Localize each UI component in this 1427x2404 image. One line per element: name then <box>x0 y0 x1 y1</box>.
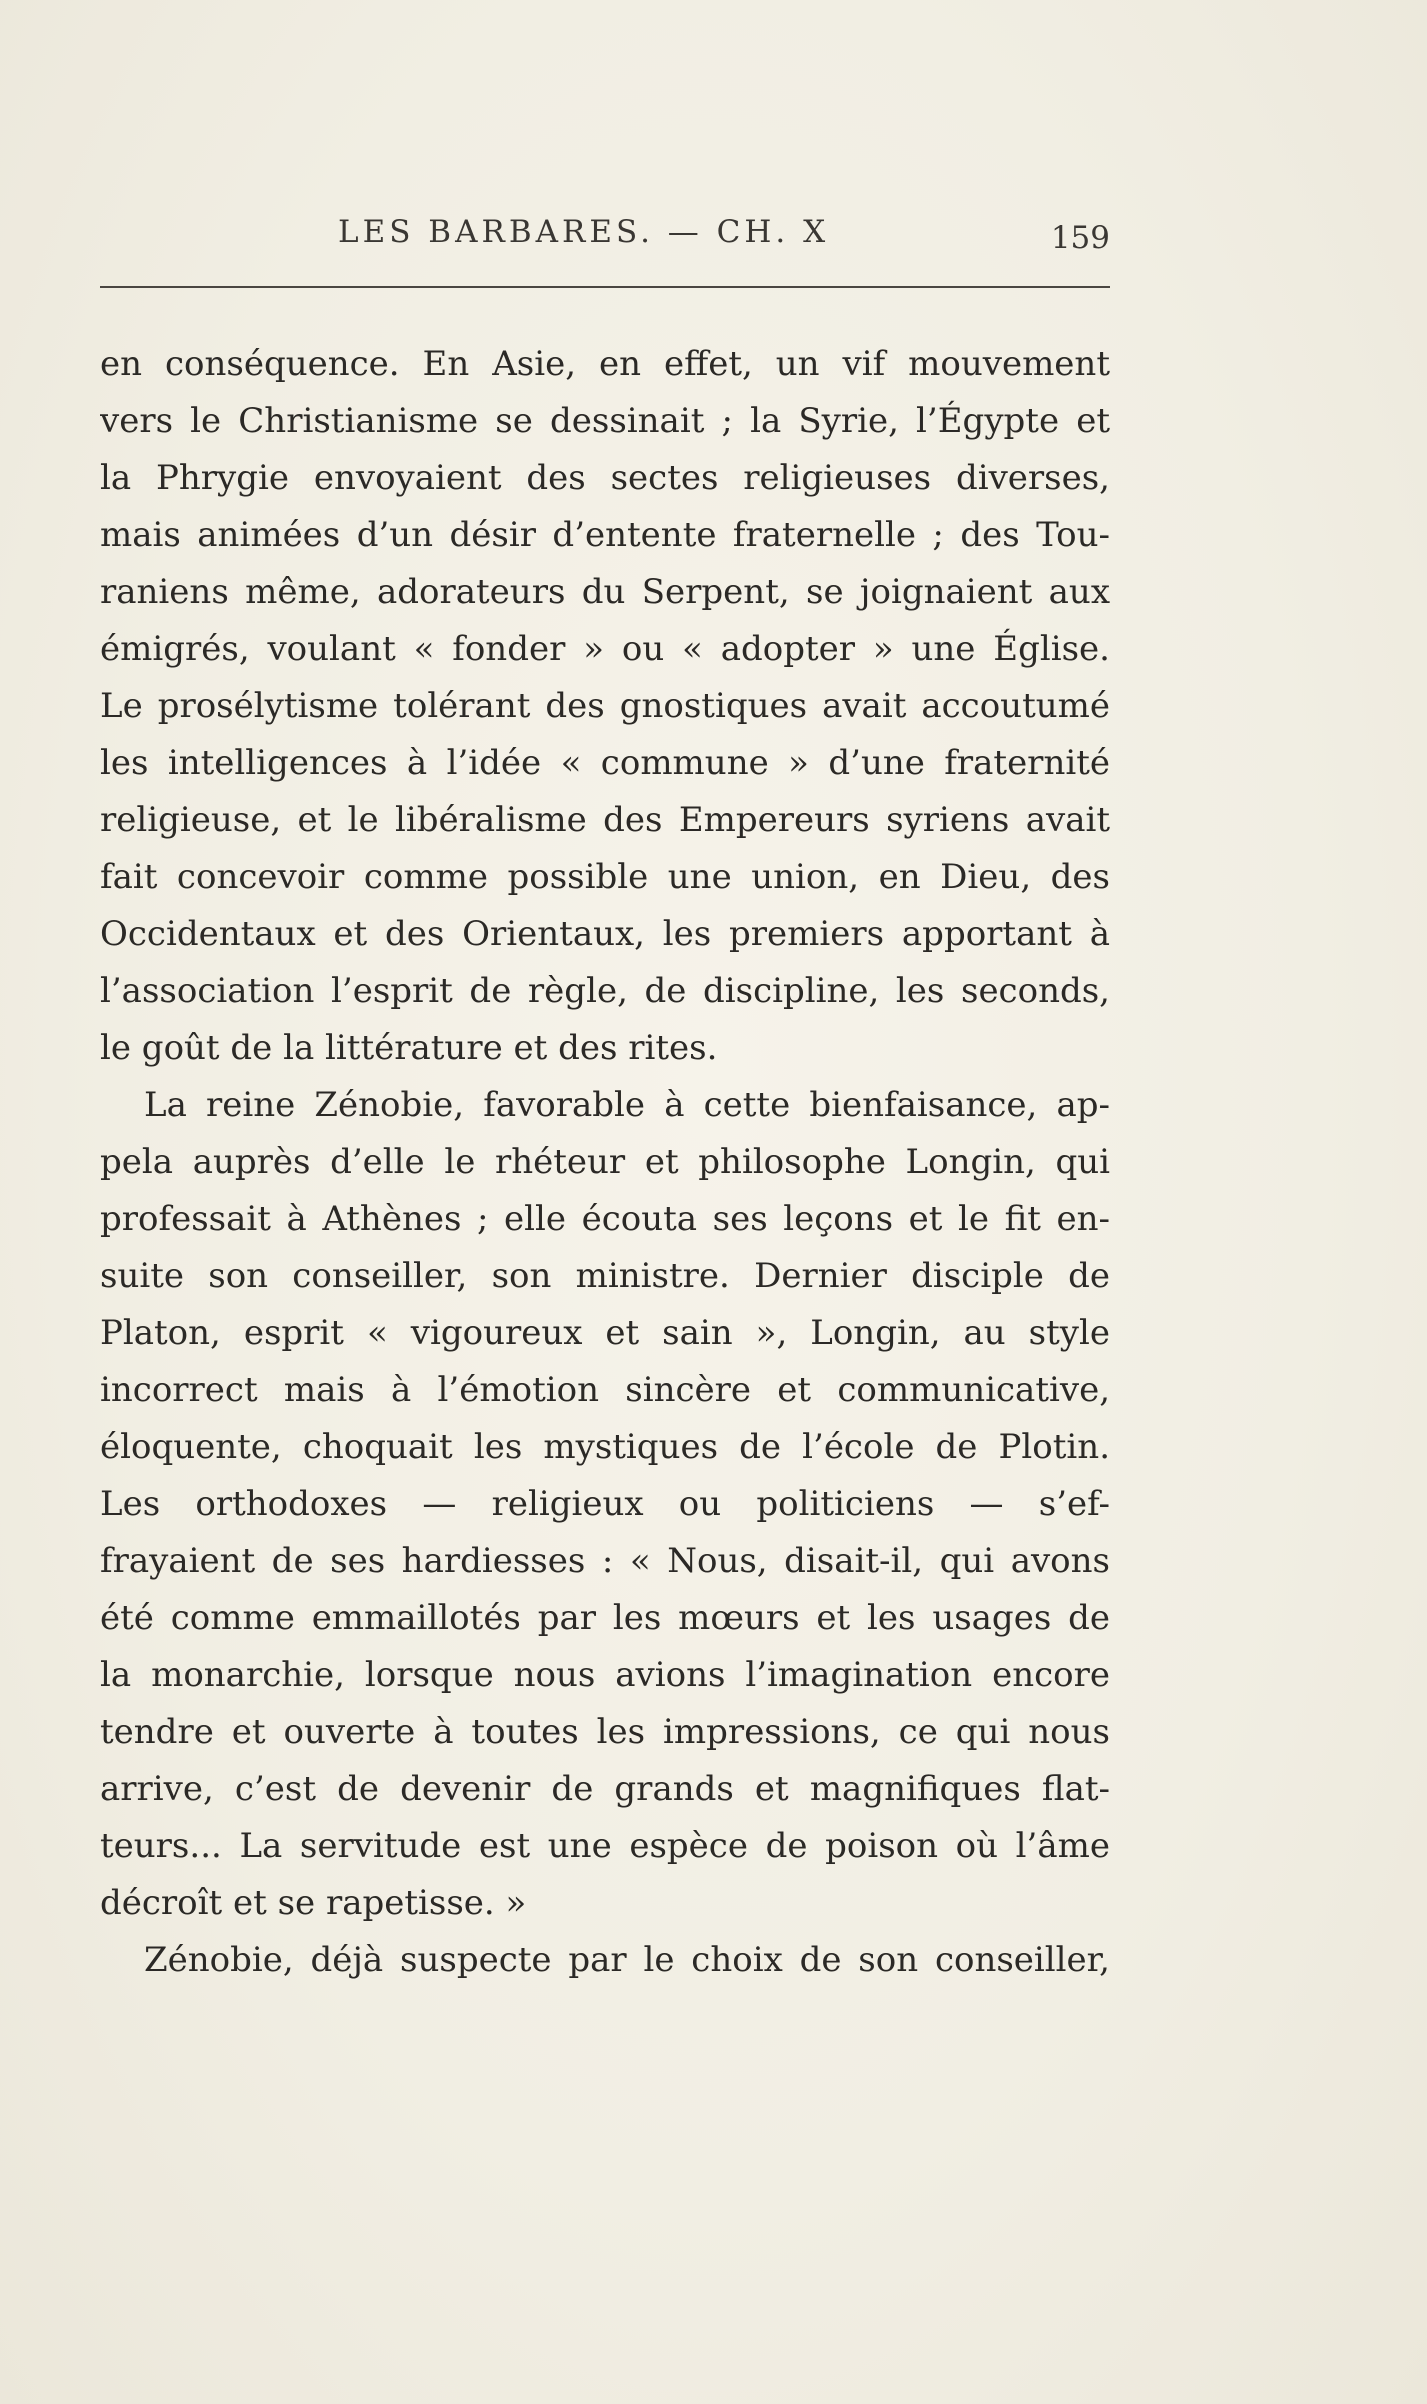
text-line: les intelligences à l’idée « commune » d’une fraternité <box>100 743 1110 783</box>
text-line: La reine Zénobie, favorable à cette bienfaisance, ap- <box>144 1085 1110 1125</box>
paragraph-1 <box>100 336 1110 1077</box>
text-line: décroît et se rapetisse. » <box>100 1883 527 1923</box>
text-line: en conséquence. En Asie, en effet, un vif mouvement <box>100 344 1110 384</box>
text-line: religieuse, et le libéralisme des Empereurs syriens avait <box>100 800 1110 840</box>
text-line: émigrés, voulant « fonder » ou « adopter » une Église. <box>100 629 1110 669</box>
text-line: la Phrygie envoyaient des sectes religieuses diverses, <box>100 458 1110 498</box>
text-line: raniens même, adorateurs du Serpent, se joignaient aux <box>100 572 1110 612</box>
running-title: LES BARBARES. — CH. X <box>338 214 830 250</box>
text-line: vers le Christianisme se dessinait ; la Syrie, l’Égypte et <box>100 401 1110 441</box>
running-head <box>100 214 1110 264</box>
page-number: 159 <box>1050 220 1110 256</box>
text-line: professait à Athènes ; elle écouta ses leçons et le fit en- <box>100 1199 1110 1239</box>
text-line: éloquente, choquait les mystiques de l’école de Plotin. <box>100 1427 1110 1467</box>
text-line: Platon, esprit « vigoureux et sain », Longin, au style <box>100 1313 1110 1353</box>
header-rule <box>100 286 1110 288</box>
text-line: le goût de la littérature et des rites. <box>100 1028 718 1068</box>
paragraph-3 <box>100 1932 1110 1989</box>
text-line: suite son conseiller, son ministre. Dernier disciple de <box>100 1256 1110 1296</box>
text-line: mais animées d’un désir d’entente fraternelle ; des Tou- <box>100 515 1110 555</box>
text-line: Le prosélytisme tolérant des gnostiques avait accoutumé <box>100 686 1110 726</box>
text-line: Les orthodoxes — religieux ou politiciens — s’ef- <box>100 1484 1110 1524</box>
text-line: pela auprès d’elle le rhéteur et philosophe Longin, qui <box>100 1142 1110 1182</box>
text-line: été comme emmaillotés par les mœurs et les usages de <box>100 1598 1110 1638</box>
text-line: incorrect mais à l’émotion sincère et communicative, <box>100 1370 1110 1410</box>
text-line: tendre et ouverte à toutes les impressions, ce qui nous <box>100 1712 1110 1752</box>
text-line: frayaient de ses hardiesses : « Nous, disait-il, qui avons <box>100 1541 1110 1581</box>
text-line: arrive, c’est de devenir de grands et magnifiques flat- <box>100 1769 1110 1809</box>
body-text <box>100 336 1110 1989</box>
text-line: Occidentaux et des Orientaux, les premiers apportant à <box>100 914 1110 954</box>
text-line: la monarchie, lorsque nous avions l’imagination encore <box>100 1655 1110 1695</box>
text-line: teurs... La servitude est une espèce de poison où l’âme <box>100 1826 1110 1866</box>
text-line: Zénobie, déjà suspecte par le choix de son conseiller, <box>144 1940 1110 1980</box>
paragraph-2 <box>100 1077 1110 1932</box>
text-line: fait concevoir comme possible une union, en Dieu, des <box>100 857 1110 897</box>
text-line: l’association l’esprit de règle, de discipline, les seconds, <box>100 971 1110 1011</box>
